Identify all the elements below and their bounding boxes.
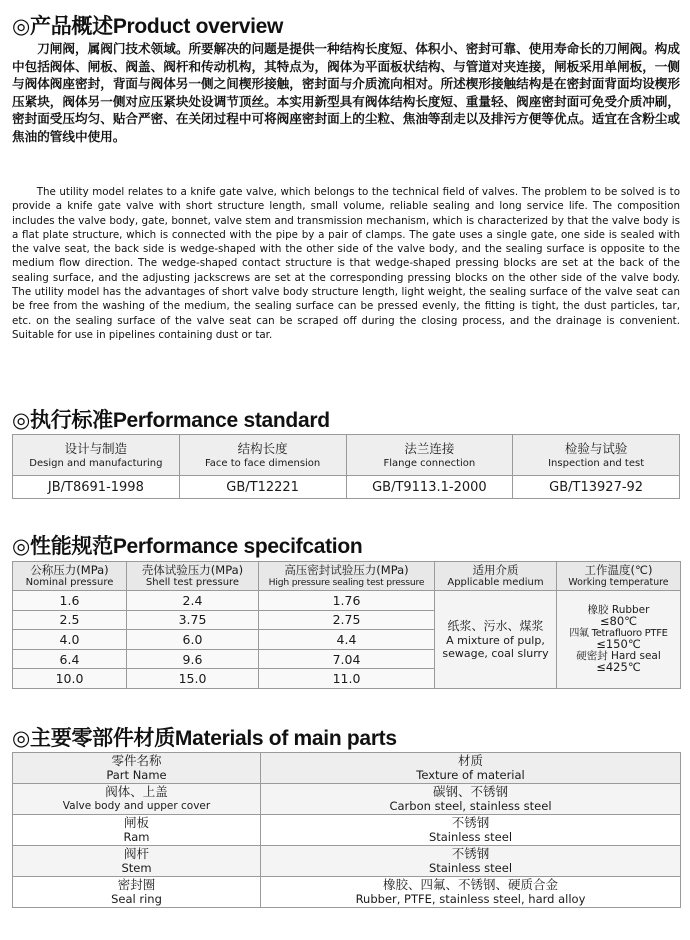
- material-en: Stainless steel: [428, 861, 513, 875]
- header-en: Design and manufacturing: [29, 457, 163, 469]
- standard-value-cell: GB/T9113.1-2000: [346, 476, 513, 499]
- header-en: Flange connection: [383, 457, 476, 469]
- header-cn: 设计与制造: [64, 440, 128, 456]
- spec-header-cell: [127, 562, 259, 591]
- spec-header-cell: [435, 562, 557, 591]
- header-cn: 结构长度: [237, 440, 288, 456]
- sealing-test-cell: 1.76: [259, 591, 435, 611]
- material-cn: 不锈钢: [451, 815, 490, 830]
- standard-title: ◎执行标准Performance standard: [12, 409, 330, 432]
- material-cell: [261, 784, 681, 815]
- sealing-test-cell: 11.0: [259, 669, 435, 689]
- material-cell: [261, 846, 681, 877]
- spec-header-cell: [557, 562, 681, 591]
- spec-header-cell: [13, 562, 127, 591]
- header-en: Applicable medium: [447, 576, 544, 588]
- part-name-cell: [13, 815, 261, 846]
- header-en: High pressure sealing test pressure: [268, 576, 425, 588]
- header-en: Working temperature: [568, 576, 669, 588]
- header-en: Face to face dimension: [204, 457, 321, 469]
- medium-en-line1: A mixture of pulp,: [446, 634, 545, 648]
- sealing-test-cell: 4.4: [259, 630, 435, 650]
- temp-label: 四氟 Tetrafluoro PTFE: [569, 627, 668, 639]
- shell-test-cell: 9.6: [127, 649, 259, 669]
- part-cn: 阀杆: [123, 846, 149, 861]
- material-en: Rubber, PTFE, stainless steel, hard alloy: [355, 892, 586, 906]
- applicable-medium-cell: [435, 591, 557, 689]
- part-en: Stem: [121, 861, 152, 875]
- sealing-test-cell: 2.75: [259, 610, 435, 630]
- materials-row: [13, 784, 681, 815]
- part-cn: 密封圈: [117, 877, 156, 892]
- overview-title: ◎产品概述Product overview: [12, 15, 284, 38]
- materials-row: [13, 815, 681, 846]
- nominal-pressure-cell: 2.5: [13, 610, 127, 630]
- spec-header-cell: [259, 562, 435, 591]
- standard-header-cell: [346, 435, 513, 476]
- shell-test-cell: 15.0: [127, 669, 259, 689]
- materials-header-row: [13, 753, 681, 784]
- materials-title: ◎主要零部件材质Materials of main parts: [12, 727, 397, 750]
- header-cn: 法兰连接: [404, 440, 455, 456]
- header-en: Nominal pressure: [25, 576, 114, 588]
- temp-value: ≤80℃: [599, 614, 638, 629]
- standard-value-cell: JB/T8691-1998: [13, 476, 180, 499]
- spec-row: [13, 591, 681, 611]
- header-cn: 适用介质: [472, 562, 519, 577]
- header-en: Shell test pressure: [145, 576, 240, 588]
- medium-en-line2: sewage, coal slurry: [442, 647, 549, 661]
- standard-header-cell: [13, 435, 180, 476]
- spec-table: [12, 561, 681, 689]
- header-cn: 壳体试验压力(MPa): [141, 562, 244, 577]
- header-en: Part Name: [106, 768, 167, 782]
- part-name-cell: [13, 784, 261, 815]
- standard-value-row: [13, 476, 680, 499]
- header-cn: 高压密封试验压力(MPa): [284, 562, 409, 577]
- part-en: Seal ring: [111, 892, 162, 906]
- part-cn: 阀体、上盖: [105, 784, 168, 799]
- spec-title: ◎性能规范Performance specifcation: [12, 535, 363, 558]
- materials-table: [12, 752, 681, 908]
- nominal-pressure-cell: 1.6: [13, 591, 127, 611]
- standard-table: [12, 434, 680, 499]
- material-cn: 碳钢、不锈钢: [432, 784, 508, 799]
- header-cn: 零件名称: [111, 753, 162, 768]
- material-cn: 橡胶、四氟、不锈钢、硬质合金: [382, 877, 558, 892]
- nominal-pressure-cell: 6.4: [13, 649, 127, 669]
- temp-value: ≤425℃: [596, 660, 641, 675]
- material-cn: 不锈钢: [451, 846, 490, 861]
- material-cell: [261, 815, 681, 846]
- temp-label: 硬密封 Hard seal: [576, 649, 661, 662]
- materials-row: [13, 877, 681, 908]
- working-temperature-cell: [557, 591, 681, 689]
- standard-header-row: [13, 435, 680, 476]
- part-name-cell: [13, 846, 261, 877]
- header-en: Inspection and test: [548, 457, 645, 469]
- overview-english-text: The utility model relates to a knife gate valve, which belongs to the technical field of valves. The problem to be solved is to provide a knife gate valve with short structure length, small volume, reliable sealing and long service life. The composition includes the valve body, gate, bonnet, valve stem and transmission mechanism, which is characterized by that the valve body is a flat plate structure, which is connected with the pipe by a pair of clamps. The gate uses a single gate, one side is sealed with the valve seat, the back side is wedge-shaped with the other side of the valve body, and the sealing surface is opposite to the medium flow direction. The wedge-shaped contact structure is that wedge-shaped pressing blocks are set at the back of the sealing surface, and the adjusting jackscrews are set at the corresponding pressing blocks on the other side of the valve body. The utility model has the advantages of short valve body structure length, light weight, the sealing surface of the valve seat can be free from the washing of the medium, the sealing surface can be pressed evenly, the fitting is tight, the dust particles, tar, etc. on the sealing surface of the valve seat can be scraped off during the closing process, and the drainage is convenient. Suitable for use in pipelines containing dust or tar.: [12, 186, 680, 341]
- part-name-cell: [13, 877, 261, 908]
- materials-row: [13, 846, 681, 877]
- part-en: Ram: [123, 830, 150, 844]
- material-en: Carbon steel, stainless steel: [389, 799, 552, 813]
- header-cn: 检验与试验: [564, 440, 628, 456]
- part-name-header: [13, 753, 261, 784]
- part-cn: 闸板: [123, 815, 149, 830]
- shell-test-cell: 6.0: [127, 630, 259, 650]
- standard-header-cell: [179, 435, 346, 476]
- overview-chinese-text: 刀闸阀，属阀门技术领域。所要解决的问题是提供一种结构长度短、体积小、密封可靠、使用寿命长的刀闸阀。构成中包括阀体、闸板、阀盖、阀杆和传动机构，其特点为，阀体为平面板状结构、与管道对夹连接，闸板采用单闸板，一侧与阀体阀座密封，背面与阀体另一侧之间楔形接触，密封面与介质流向相对。所述楔形接触结构是在密封面背面均设楔形压紧块，阀体另一侧对应压紧块处设调节顶丝。本实用新型具有阀体结构长度短、重量轻、阀座密封面可免受介质冲刷，密封面受压均匀、贴合严密、在关闭过程中可将阀座密封面上的尘粒、焦油等刮走以及排污方便等优点。适宜在含粉尘或焦油的管线中使用。: [12, 41, 680, 144]
- material-en: Stainless steel: [428, 830, 513, 844]
- temp-label: 橡胶 Rubber: [587, 603, 650, 616]
- standard-header-cell: [513, 435, 680, 476]
- header-en: Texture of material: [416, 768, 525, 782]
- standard-value-cell: GB/T13927-92: [513, 476, 680, 499]
- material-cell: [261, 877, 681, 908]
- header-cn: 工作温度(℃): [584, 562, 653, 577]
- standard-value-cell: GB/T12221: [179, 476, 346, 499]
- material-header: [261, 753, 681, 784]
- spec-header-row: [13, 562, 681, 591]
- temp-value: ≤150℃: [596, 637, 641, 652]
- medium-cn: 纸浆、污水、煤浆: [447, 619, 544, 634]
- shell-test-cell: 3.75: [127, 610, 259, 630]
- header-cn: 公称压力(MPa): [30, 562, 109, 577]
- part-en: Valve body and upper cover: [62, 800, 211, 812]
- sealing-test-cell: 7.04: [259, 649, 435, 669]
- header-cn: 材质: [457, 753, 483, 768]
- nominal-pressure-cell: 10.0: [13, 669, 127, 689]
- shell-test-cell: 2.4: [127, 591, 259, 611]
- nominal-pressure-cell: 4.0: [13, 630, 127, 650]
